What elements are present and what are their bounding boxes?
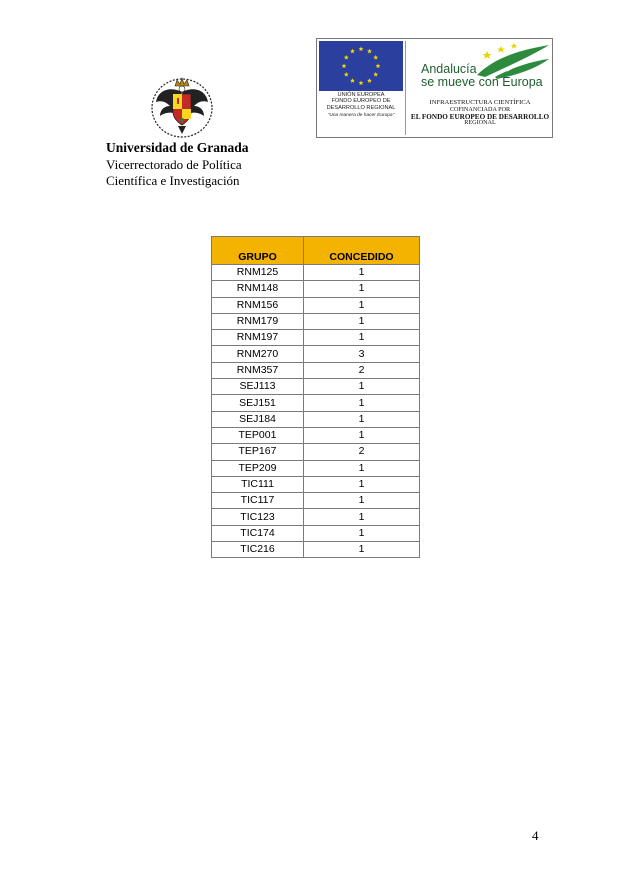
andalucia-slogan xyxy=(421,63,543,89)
table-row xyxy=(212,411,420,427)
column-header-grupo: GRUPO xyxy=(212,237,304,265)
table-row xyxy=(212,330,420,346)
infra-line-1: INFRAESTRUCTURA CIENTÍFICA xyxy=(429,99,531,106)
cell-grupo: TEP209 xyxy=(212,460,304,476)
table-row xyxy=(212,476,420,492)
cell-concedido: 1 xyxy=(304,476,420,492)
table-row xyxy=(212,444,420,460)
table-row xyxy=(212,379,420,395)
table-body xyxy=(212,265,420,558)
eu-line-1: UNIÓN EUROPEA xyxy=(337,92,385,98)
eu-line-2: FONDO EUROPEO DE xyxy=(331,98,391,105)
cell-grupo: TIC216 xyxy=(212,542,304,558)
grants-table xyxy=(211,236,420,558)
cell-concedido: 3 xyxy=(304,346,420,362)
table-header-row xyxy=(212,237,420,265)
vice-rectorate-name xyxy=(106,157,242,189)
university-crest-icon xyxy=(148,72,216,140)
vice-rectorate-line-2: Científica e Investigación xyxy=(106,173,240,188)
page-number: 4 xyxy=(532,828,539,843)
cell-grupo: TIC111 xyxy=(212,476,304,492)
cell-grupo: RNM125 xyxy=(212,265,304,281)
table-row xyxy=(212,460,420,476)
table-row xyxy=(212,509,420,525)
andalucia-line-2: se mueve con Europa xyxy=(421,75,543,89)
infrastructure-funding-text xyxy=(406,100,554,127)
cell-concedido: 1 xyxy=(304,493,420,509)
table-row xyxy=(212,313,420,329)
infra-line-4: REGIONAL xyxy=(464,119,496,127)
table-row xyxy=(212,265,420,281)
cell-concedido: 1 xyxy=(304,330,420,346)
cell-grupo: RNM357 xyxy=(212,362,304,378)
table-row xyxy=(212,281,420,297)
table-row xyxy=(212,346,420,362)
cell-concedido: 1 xyxy=(304,379,420,395)
eu-motto: "Una manera de hacer Europa" xyxy=(327,112,395,118)
cell-grupo: TEP001 xyxy=(212,427,304,443)
cell-concedido: 1 xyxy=(304,411,420,427)
cell-grupo: TIC174 xyxy=(212,525,304,541)
cell-concedido: 1 xyxy=(304,265,420,281)
cell-grupo: SEJ184 xyxy=(212,411,304,427)
cell-concedido: 1 xyxy=(304,313,420,329)
cell-grupo: RNM197 xyxy=(212,330,304,346)
eu-funding-logo xyxy=(316,38,553,138)
eu-line-3: DESARROLLO REGIONAL xyxy=(326,104,396,111)
cell-concedido: 1 xyxy=(304,460,420,476)
table-row xyxy=(212,427,420,443)
table-row xyxy=(212,542,420,558)
cell-concedido: 2 xyxy=(304,362,420,378)
cell-grupo: SEJ151 xyxy=(212,395,304,411)
column-header-concedido: CONCEDIDO xyxy=(304,237,420,265)
cell-grupo: RNM148 xyxy=(212,281,304,297)
eu-flag-icon xyxy=(319,41,403,91)
cell-grupo: TIC117 xyxy=(212,493,304,509)
table-row xyxy=(212,493,420,509)
cell-concedido: 1 xyxy=(304,525,420,541)
cell-grupo: TIC123 xyxy=(212,509,304,525)
cell-concedido: 1 xyxy=(304,297,420,313)
cell-concedido: 1 xyxy=(304,395,420,411)
table-row xyxy=(212,362,420,378)
andalucia-line-1: Andalucía xyxy=(421,62,477,76)
cell-concedido: 1 xyxy=(304,281,420,297)
cell-grupo: RNM179 xyxy=(212,313,304,329)
table-row xyxy=(212,525,420,541)
eu-erdf-text xyxy=(317,92,405,119)
table-row xyxy=(212,297,420,313)
vice-rectorate-line-1: Vicerrectorado de Política xyxy=(106,157,242,172)
cell-concedido: 1 xyxy=(304,427,420,443)
cell-grupo: TEP167 xyxy=(212,444,304,460)
cell-grupo: RNM156 xyxy=(212,297,304,313)
table-row xyxy=(212,395,420,411)
cell-grupo: SEJ113 xyxy=(212,379,304,395)
cell-grupo: RNM270 xyxy=(212,346,304,362)
cell-concedido: 1 xyxy=(304,542,420,558)
university-name: Universidad de Granada xyxy=(106,140,249,155)
infra-line-2: COFINANCIADA POR xyxy=(449,105,511,113)
cell-concedido: 1 xyxy=(304,509,420,525)
infra-line-3: EL FONDO EUROPEO DE DESARROLLO xyxy=(410,112,550,121)
cell-concedido: 2 xyxy=(304,444,420,460)
